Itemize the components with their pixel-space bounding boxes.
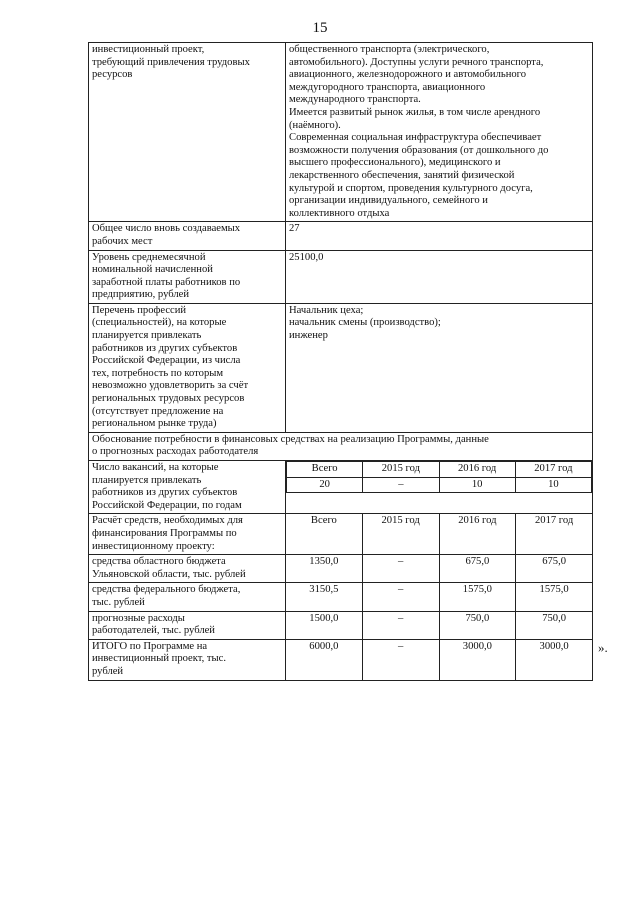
funding-header: 2016 год bbox=[439, 514, 516, 555]
funding-item-label: средства федерального бюджета, тыс. рублей bbox=[89, 583, 286, 611]
program-table bbox=[88, 42, 593, 681]
vacancies-value: – bbox=[363, 477, 439, 493]
funding-value: 675,0 bbox=[439, 555, 516, 583]
professions-label: Перечень профессий (специальностей), на которые планируется привлекать работников из других субъектов Российской Федерации, из числа тех, потребность по которым невозможно удовлетворить за счёт региональных трудовых ресурсов (отсутствует предложение на региональном рынке труда) bbox=[89, 303, 286, 432]
justification-heading: Обоснование потребности в финансовых средствах на реализацию Программы, данные о прогнозных расходах работодателя bbox=[89, 432, 593, 460]
funding-value: 3150,5 bbox=[286, 583, 363, 611]
funding-item-label: прогнозные расходы работодателей, тыс. рублей bbox=[89, 611, 286, 639]
funding-total-value: 3000,0 bbox=[439, 639, 516, 680]
funding-total-label: ИТОГО по Программе на инвестиционный проект, тыс. рублей bbox=[89, 639, 286, 680]
vacancies-header: 2017 год bbox=[515, 462, 591, 478]
vacancies-value: 10 bbox=[515, 477, 591, 493]
salary-value: 25100,0 bbox=[286, 250, 593, 303]
vacancies-header: 2016 год bbox=[439, 462, 515, 478]
professions-value: Начальник цеха; начальник смены (производство); инженер bbox=[286, 303, 593, 432]
project-label: инвестиционный проект, требующий привлечения трудовых ресурсов bbox=[89, 43, 286, 222]
table-row bbox=[89, 303, 593, 432]
table-row bbox=[89, 583, 593, 611]
funding-total-value: – bbox=[362, 639, 439, 680]
jobs-value: 27 bbox=[286, 222, 593, 250]
closing-quote: ». bbox=[598, 640, 608, 655]
vacancies-header: Всего bbox=[287, 462, 363, 478]
funding-total-value: 3000,0 bbox=[516, 639, 593, 680]
vacancies-value: 10 bbox=[439, 477, 515, 493]
funding-value: 675,0 bbox=[516, 555, 593, 583]
vacancies-grid bbox=[286, 461, 593, 514]
funding-header: 2015 год bbox=[362, 514, 439, 555]
funding-header: Всего bbox=[286, 514, 363, 555]
page-number: 15 bbox=[312, 20, 328, 36]
table-row bbox=[89, 555, 593, 583]
funding-header: 2017 год bbox=[516, 514, 593, 555]
table-row bbox=[89, 639, 593, 680]
vacancies-label: Число вакансий, на которые планируется привлекать работников из других субъектов Российской Федерации, по годам bbox=[89, 461, 286, 514]
table-row bbox=[89, 43, 593, 222]
vacancies-value: 20 bbox=[287, 477, 363, 493]
funding-value: 1575,0 bbox=[439, 583, 516, 611]
funding-value: 1350,0 bbox=[286, 555, 363, 583]
funding-value: 750,0 bbox=[439, 611, 516, 639]
table-row bbox=[89, 432, 593, 460]
funding-value: – bbox=[362, 555, 439, 583]
funding-value: 750,0 bbox=[516, 611, 593, 639]
table-row bbox=[89, 514, 593, 555]
jobs-label: Общее число вновь создаваемых рабочих мест bbox=[89, 222, 286, 250]
funding-total-value: 6000,0 bbox=[286, 639, 363, 680]
funding-value: 1575,0 bbox=[516, 583, 593, 611]
table-row bbox=[89, 611, 593, 639]
project-description: общественного транспорта (электрического, автомобильного). Доступны услуги речного транспорта, авиационного, железнодорожного и автомобильного междугородного транспорта, авиационного международного транспорта. Имеется развитый рынок жилья, в том числе арендного (наёмного). Современная социальная инфраструктура обеспечивает возможности получения образования (от дошкольного до высшего профессионального), медицинского и лекарственного обеспечения, занятий физической культурой и спортом, проведения культурного досуга, организации индивидуального, семейного и коллективного отдыха bbox=[286, 43, 593, 222]
funding-value: – bbox=[362, 583, 439, 611]
table-row bbox=[89, 461, 593, 514]
salary-label: Уровень среднемесячной номинальной начисленной заработной платы работников по предприятию, рублей bbox=[89, 250, 286, 303]
funding-label: Расчёт средств, необходимых для финансирования Программы по инвестиционному проекту: bbox=[89, 514, 286, 555]
table-row bbox=[89, 250, 593, 303]
funding-value: – bbox=[362, 611, 439, 639]
funding-item-label: средства областного бюджета Ульяновской области, тыс. рублей bbox=[89, 555, 286, 583]
table-row bbox=[89, 222, 593, 250]
funding-value: 1500,0 bbox=[286, 611, 363, 639]
vacancies-header: 2015 год bbox=[363, 462, 439, 478]
